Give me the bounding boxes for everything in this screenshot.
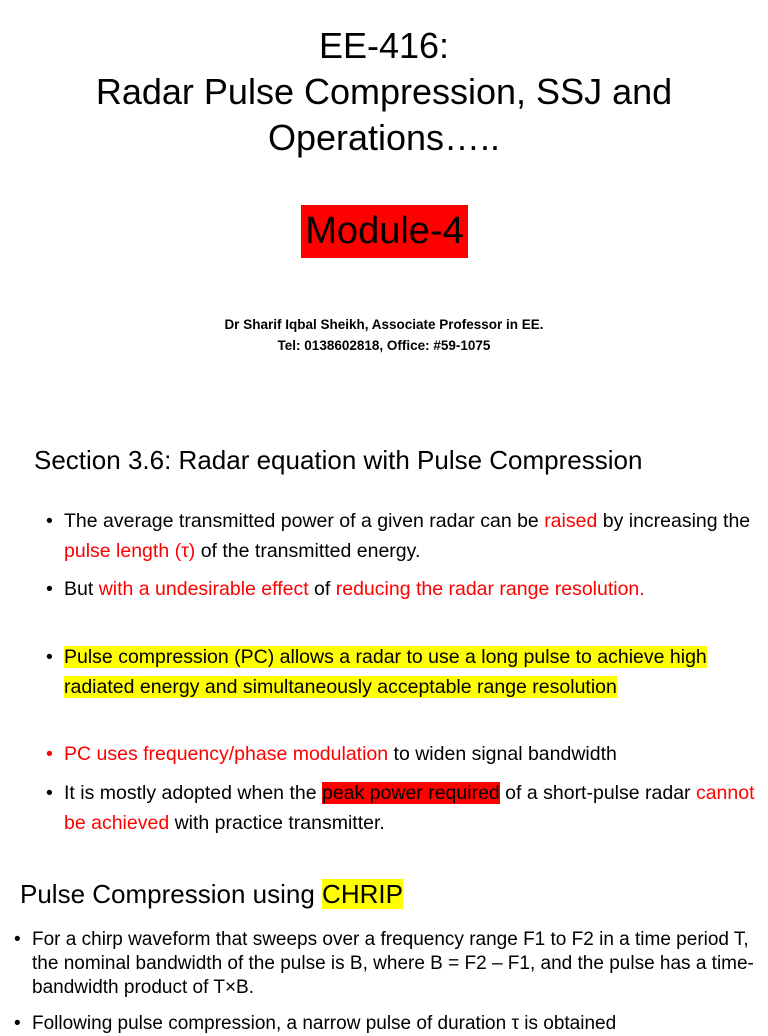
bullet-item-3 bbox=[46, 642, 758, 702]
bullet-5-text-e: with practice transmitter. bbox=[169, 812, 385, 834]
bullet-1-raised: raised bbox=[544, 510, 598, 532]
bullet-2-text-a: But bbox=[64, 578, 99, 600]
bullet-1-pulse-length: pulse length (τ) bbox=[64, 540, 196, 562]
bullet-1-text-c: by increasing the bbox=[597, 510, 751, 532]
bullet-2-reducing: reducing the radar range resolution. bbox=[335, 578, 645, 600]
bullet-4-pc-modulation: PC uses frequency/phase modulation bbox=[64, 743, 389, 765]
bullet-4-text-b: to widen signal bandwidth bbox=[388, 743, 617, 765]
chirp-bullet-1 bbox=[14, 928, 754, 1000]
module-label: Module-4 bbox=[301, 205, 468, 258]
bullet-3-highlighted-text: Pulse compression (PC) allows a radar to use a long pulse to achieve high radiated energy and simultaneously acceptable range resolution bbox=[64, 646, 707, 698]
bullet-dot: • bbox=[46, 510, 53, 532]
bullet-2-text-c: of bbox=[308, 578, 336, 600]
bullet-dot: • bbox=[46, 743, 53, 765]
chirp-heading-highlight: CHRIP bbox=[322, 879, 403, 909]
bullet-item-1 bbox=[46, 506, 758, 566]
bullet-5-text-c: of a short-pulse radar bbox=[499, 782, 696, 804]
bullet-item-4 bbox=[46, 739, 758, 769]
bullet-dot: • bbox=[46, 578, 53, 600]
author-line-2: Tel: 0138602818, Office: #59-1075 bbox=[277, 338, 491, 353]
course-code: EE-416: bbox=[318, 25, 450, 66]
bullet-1-text-e: of the transmitted energy. bbox=[195, 540, 421, 562]
author-line-1: Dr Sharif Iqbal Sheikh, Associate Professor in EE. bbox=[224, 317, 544, 332]
chirp-bullet-1-text: For a chirp waveform that sweeps over a frequency range F1 to F2 in a time period T, the nominal bandwidth of the pulse is B, where B = F2 – F1, and the pulse has a time-bandwidth product of T×B. bbox=[32, 929, 754, 998]
chirp-bullet-2 bbox=[14, 1012, 754, 1036]
bullet-1-text-a: The average transmitted power of a given radar can be bbox=[64, 510, 545, 532]
bullet-dot: • bbox=[46, 782, 53, 804]
bullet-item-5 bbox=[46, 778, 758, 838]
title-line-1: Radar Pulse Compression, SSJ and bbox=[95, 71, 673, 112]
chirp-bullet-2-text: Following pulse compression, a narrow pulse of duration τ is obtained bbox=[32, 1013, 617, 1034]
title-line-2: Operations….. bbox=[267, 117, 501, 158]
bullet-5-text-a: It is mostly adopted when the bbox=[64, 782, 322, 804]
section-heading: Section 3.6: Radar equation with Pulse Compression bbox=[34, 445, 643, 475]
chirp-heading bbox=[20, 877, 403, 911]
bullet-dot: • bbox=[14, 1013, 21, 1034]
bullet-dot: • bbox=[14, 929, 21, 950]
chirp-heading-prefix: Pulse Compression using bbox=[20, 879, 323, 909]
bullet-item-2 bbox=[46, 574, 758, 604]
bullet-5-peak-power: peak power required bbox=[321, 782, 500, 804]
bullet-5-cannot-achieve: cannot be achieved bbox=[64, 782, 755, 834]
bullet-dot: • bbox=[46, 646, 53, 668]
bullet-2-undesirable: with a undesirable effect bbox=[98, 578, 309, 600]
